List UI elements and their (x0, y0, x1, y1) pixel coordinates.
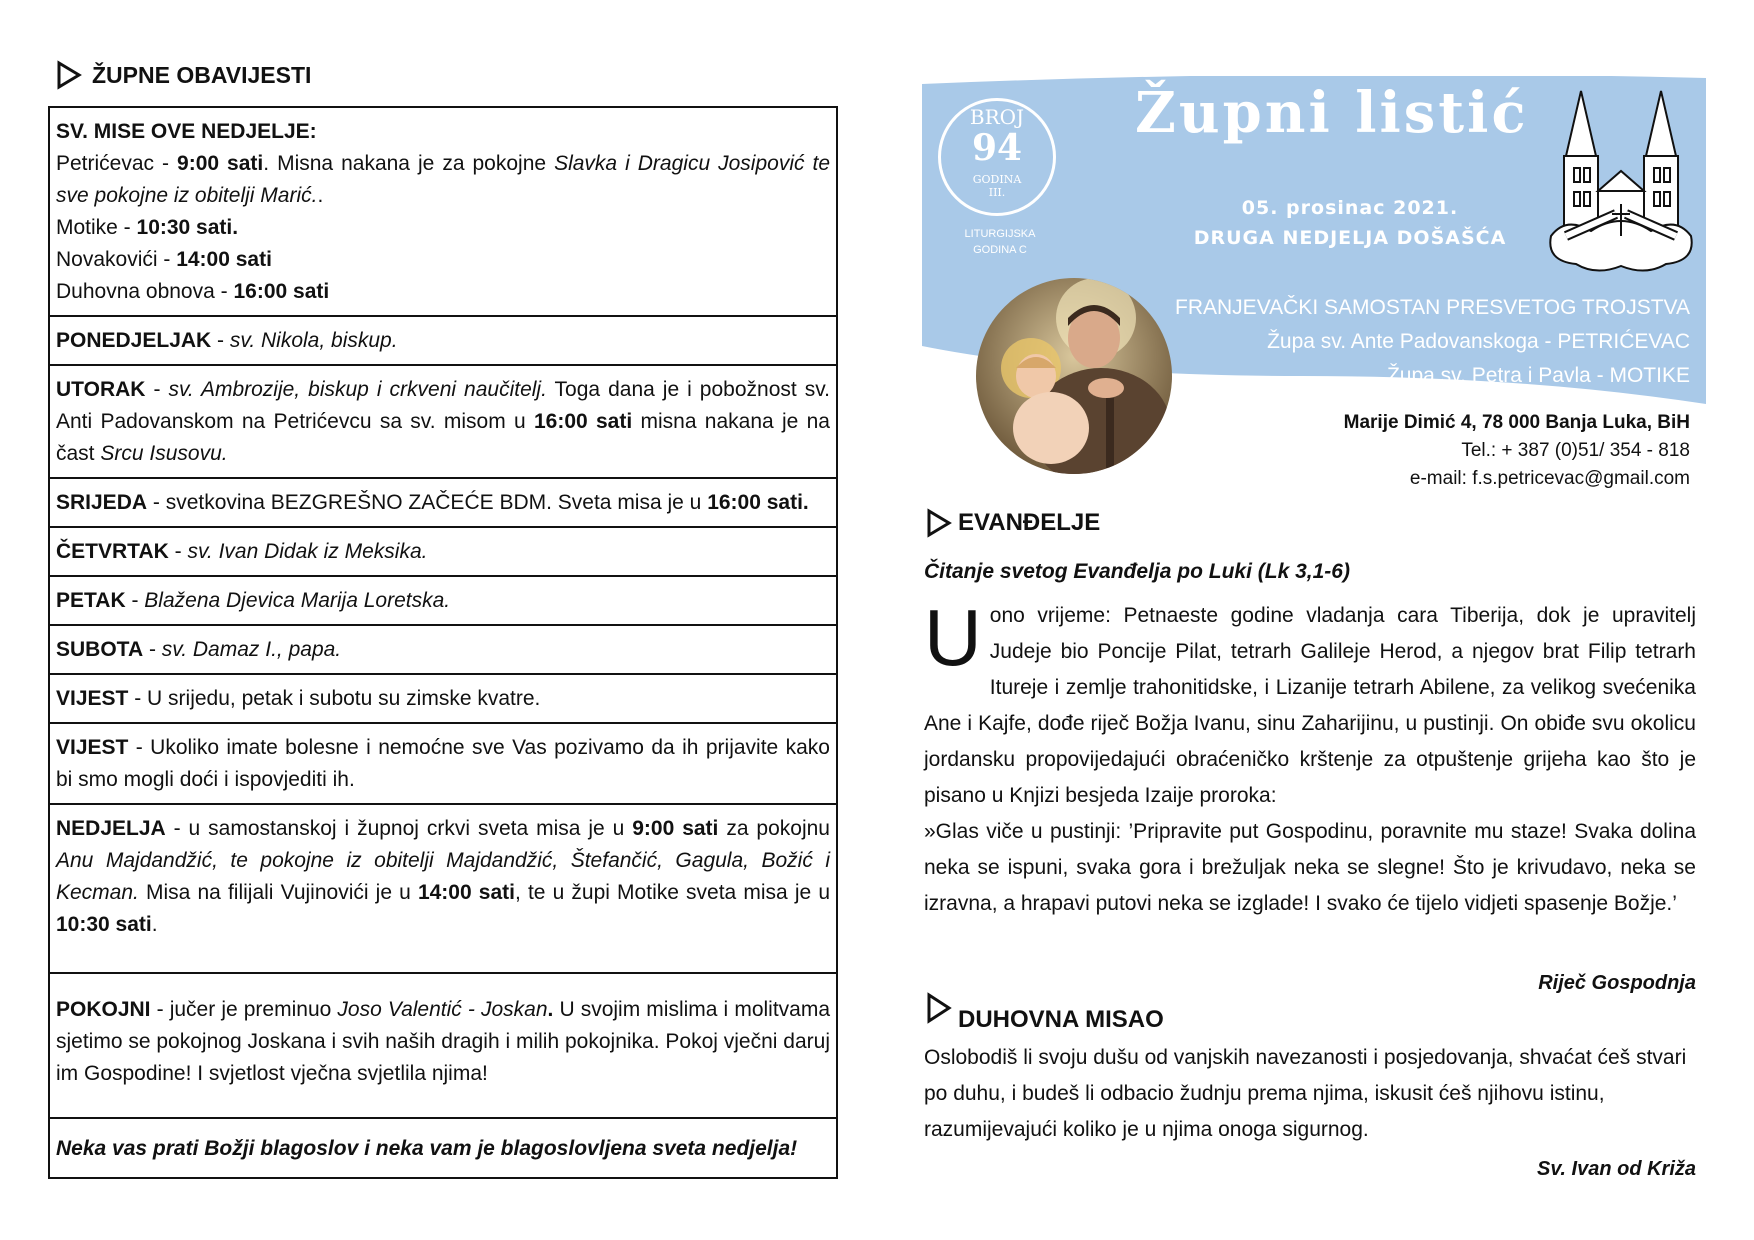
masses-heading: SV. MISE OVE NEDJELJE: (56, 120, 317, 143)
section-title-text: EVANĐELJE (958, 509, 1101, 536)
row-text: - svetkovina BEZGREŠNO ZAČEĆE BDM. Sveta misa je u (147, 491, 708, 514)
mass-names: Anu Majdandžić, te pokojne iz obitelji Majdandžić, Štefančić, Gagula, Božić i Kecman. (56, 849, 830, 904)
separator: - (125, 589, 145, 612)
gospel-paragraph-2: »Glas viče u pustinji: ’Pripravite put Gospodinu, poravnite mu staze! Svaka dolina neka se ispuni, svaka gora i brežuljak neka se slegne! Što je krivudavo, neka se izravna, a hrapavi putovi neka se izglade! I svako će tijelo vidjeti spasenje Božje.’ (924, 820, 1696, 915)
contact-email: e-mail: f.s.petricevac@gmail.com (1409, 468, 1690, 489)
day-label: PONEDJELJAK (56, 329, 212, 352)
notices-table (48, 106, 838, 1179)
play-triangle-icon (926, 992, 952, 1026)
drop-cap: U (924, 593, 982, 682)
institution-line3: Župa sv. Petra i Pavla - MOTIKE (1386, 364, 1690, 387)
year-value: III. (988, 186, 1006, 199)
row-text: , te u župi Motike sveta misa je u (514, 881, 830, 904)
row-text: - Ukoliko imate bolesne i nemoćne sve Vas pozivamo da ih prijavite kako bi smo mogli doći i ispovjediti ih. (56, 736, 830, 791)
liturgical-line1: LITURGIJSKA (964, 228, 1036, 240)
thought-signature: Sv. Ivan od Križa (1537, 1158, 1696, 1180)
separator: - (143, 638, 162, 661)
gospel-paragraph-1: ono vrijeme: Petnaeste godine vladanja cara Tiberija, dok je upravitelj Judeje bio Poncije Pilat, tetrarh Galileje Herod, a njegov brat Filip tetrarh Itureje i zemlje trahonitidske, i Lizanije tetrarh Abilene, za velikog svećenika Ane i Kajfe, dođe riječ Božja Ivanu, sinu Zaharijinu, u pustinji. On obiđe svu okolicu jordansku propovijedajući obraćeničko krštenje za otpuštenje grijeha kao što je pisano u Knjizi besjeda Izaije proroka: (924, 604, 1696, 807)
tuesday-row (50, 366, 836, 479)
mass-time: 16:00 sati (533, 410, 633, 433)
mass-intent: Srcu Isusovu. (100, 442, 228, 465)
row-text: Misa na filijali Vujinovići je u (138, 881, 418, 904)
institution-line2: Župa sv. Ante Padovanskoga - PETRIĆEVAC (1267, 330, 1690, 353)
news-row-2 (50, 724, 836, 805)
deceased-row (50, 974, 836, 1119)
mass-place: Petrićevac - (56, 152, 178, 175)
row-text: - u samostanskoj i župnoj crkvi sveta misa je u (165, 817, 633, 840)
year-block (941, 173, 1053, 199)
news-label: VIJEST (56, 736, 129, 759)
day-label: NEDJELJA (56, 817, 166, 840)
separator: - (211, 329, 230, 352)
saint-name: sv. Ivan Didak iz Meksika. (187, 540, 428, 563)
mass-time: 16:00 sati (233, 280, 330, 303)
mass-place: Motike - (56, 216, 137, 239)
mass-time: 9:00 sati (632, 817, 719, 840)
contact-address: Marije Dimić 4, 78 000 Banja Luka, BiH (1343, 412, 1690, 433)
row-text: U svojim mislima i molitvama sjetimo se pokojnog Joskana i svih naših dragih i milih pokojnika. Pokoj vječni daruj im Gospodine! I svjetlost vječna svjetlila njima! (56, 998, 831, 1085)
row-text: . (151, 913, 158, 936)
mass-time: 10:30 sati (56, 913, 152, 936)
deceased-label: POKOJNI (56, 998, 151, 1021)
year-label: GODINA (972, 173, 1022, 186)
contact-phone: Tel.: + 387 (0)51/ 354 - 818 (1461, 440, 1690, 461)
saint-name: sv. Nikola, biskup. (229, 329, 398, 352)
masses-row (50, 108, 836, 317)
section-title-text: DUHOVNA MISAO (958, 1006, 1164, 1033)
thought-text: Oslobodiš li svoju dušu od vanjskih navezanosti i posjedovanja, shvaćat ćeš stvari po duhu, i budeš li odbacio žudnju prema njima, iskusit ćeš njihovu istinu, razumijevajući koliko je u njima onoga sigurnog. (924, 1046, 1687, 1141)
gospel-reading-title: Čitanje svetog Evanđelja po Luki (Lk 3,1-6) (924, 560, 1350, 583)
blessing-row (50, 1119, 836, 1177)
news-label: VIJEST (56, 687, 129, 710)
saint-name: sv. Damaz I., papa. (161, 638, 342, 661)
row-text: misna nakana je na čast (56, 410, 830, 465)
saint-name: Blažena Djevica Marija Loretska. (144, 589, 451, 612)
mass-time: 16:00 sati. (707, 491, 809, 514)
day-label: SUBOTA (56, 638, 144, 661)
separator: - (145, 378, 169, 401)
row-text: - jučer je preminuo (150, 998, 338, 1021)
liturgical-sunday: DRUGA NEDJELJA DOŠAŠĆA (1193, 227, 1507, 249)
mass-names: Slavka i Dragicu Josipović te sve pokojne iz obitelji Marić. (56, 152, 831, 207)
play-triangle-icon (56, 60, 82, 90)
section-title-gospel (926, 508, 1100, 538)
row-text: . (547, 998, 554, 1021)
day-label: ČETVRTAK (56, 540, 169, 563)
liturgical-line2: GODINA C (973, 244, 1027, 256)
mass-end: . (317, 184, 324, 207)
issue-badge (938, 98, 1056, 216)
bulletin-date: 05. prosinac 2021. (1241, 197, 1459, 219)
friday-row (50, 577, 836, 626)
saturday-row (50, 626, 836, 675)
section-title-text: ŽUPNE OBAVIJESTI (92, 61, 312, 88)
sunday-row (50, 805, 836, 974)
section-title-thought (926, 994, 1164, 1034)
mass-time: 14:00 sati (176, 248, 272, 271)
row-text: - U srijedu, petak i subotu su zimske kvatre. (128, 687, 541, 710)
wednesday-row (50, 479, 836, 528)
mass-time: 9:00 sati (177, 152, 264, 175)
issue-label: BROJ (969, 105, 1025, 129)
day-label: PETAK (56, 589, 126, 612)
bulletin-title: Župni listić (1135, 80, 1529, 146)
mass-place: Novakovići - (56, 248, 177, 271)
deceased-name: Joso Valentić - Joskan (337, 998, 548, 1021)
saint-portrait-image (976, 278, 1172, 474)
day-label: SRIJEDA (56, 491, 148, 514)
play-triangle-icon (926, 508, 952, 538)
row-text: za pokojnu (718, 817, 830, 840)
gospel-signature: Riječ Gospodnja (1538, 972, 1696, 994)
monday-row (50, 317, 836, 366)
issue-number: 94 (971, 127, 1023, 169)
institution-line1: FRANJEVAČKI SAMOSTAN PRESVETOG TROJSTVA (1175, 296, 1690, 319)
blessing-text: Neka vas prati Božji blagoslov i neka vam je blagoslovljena sveta nedjelja! (56, 1137, 798, 1160)
saint-name: sv. Ambrozije, biskup i crkveni naučitelj. (168, 378, 547, 401)
church-logo-icon (1546, 86, 1696, 276)
day-label: UTORAK (56, 378, 146, 401)
separator: - (168, 540, 188, 563)
gospel-text (924, 593, 1696, 922)
news-row-1 (50, 675, 836, 724)
mass-time: 14:00 sati (417, 881, 515, 904)
liturgical-year (944, 226, 1056, 258)
mass-text: . Misna nakana je za pokojne (263, 152, 555, 175)
mass-place: Duhovna obnova - (56, 280, 234, 303)
thursday-row (50, 528, 836, 577)
section-title-notices (56, 60, 311, 90)
row-text: Toga dana je i pobožnost sv. Anti Padovanskom na Petrićevcu sa sv. misom u (56, 378, 830, 433)
mass-time: 10:30 sati. (136, 216, 239, 239)
